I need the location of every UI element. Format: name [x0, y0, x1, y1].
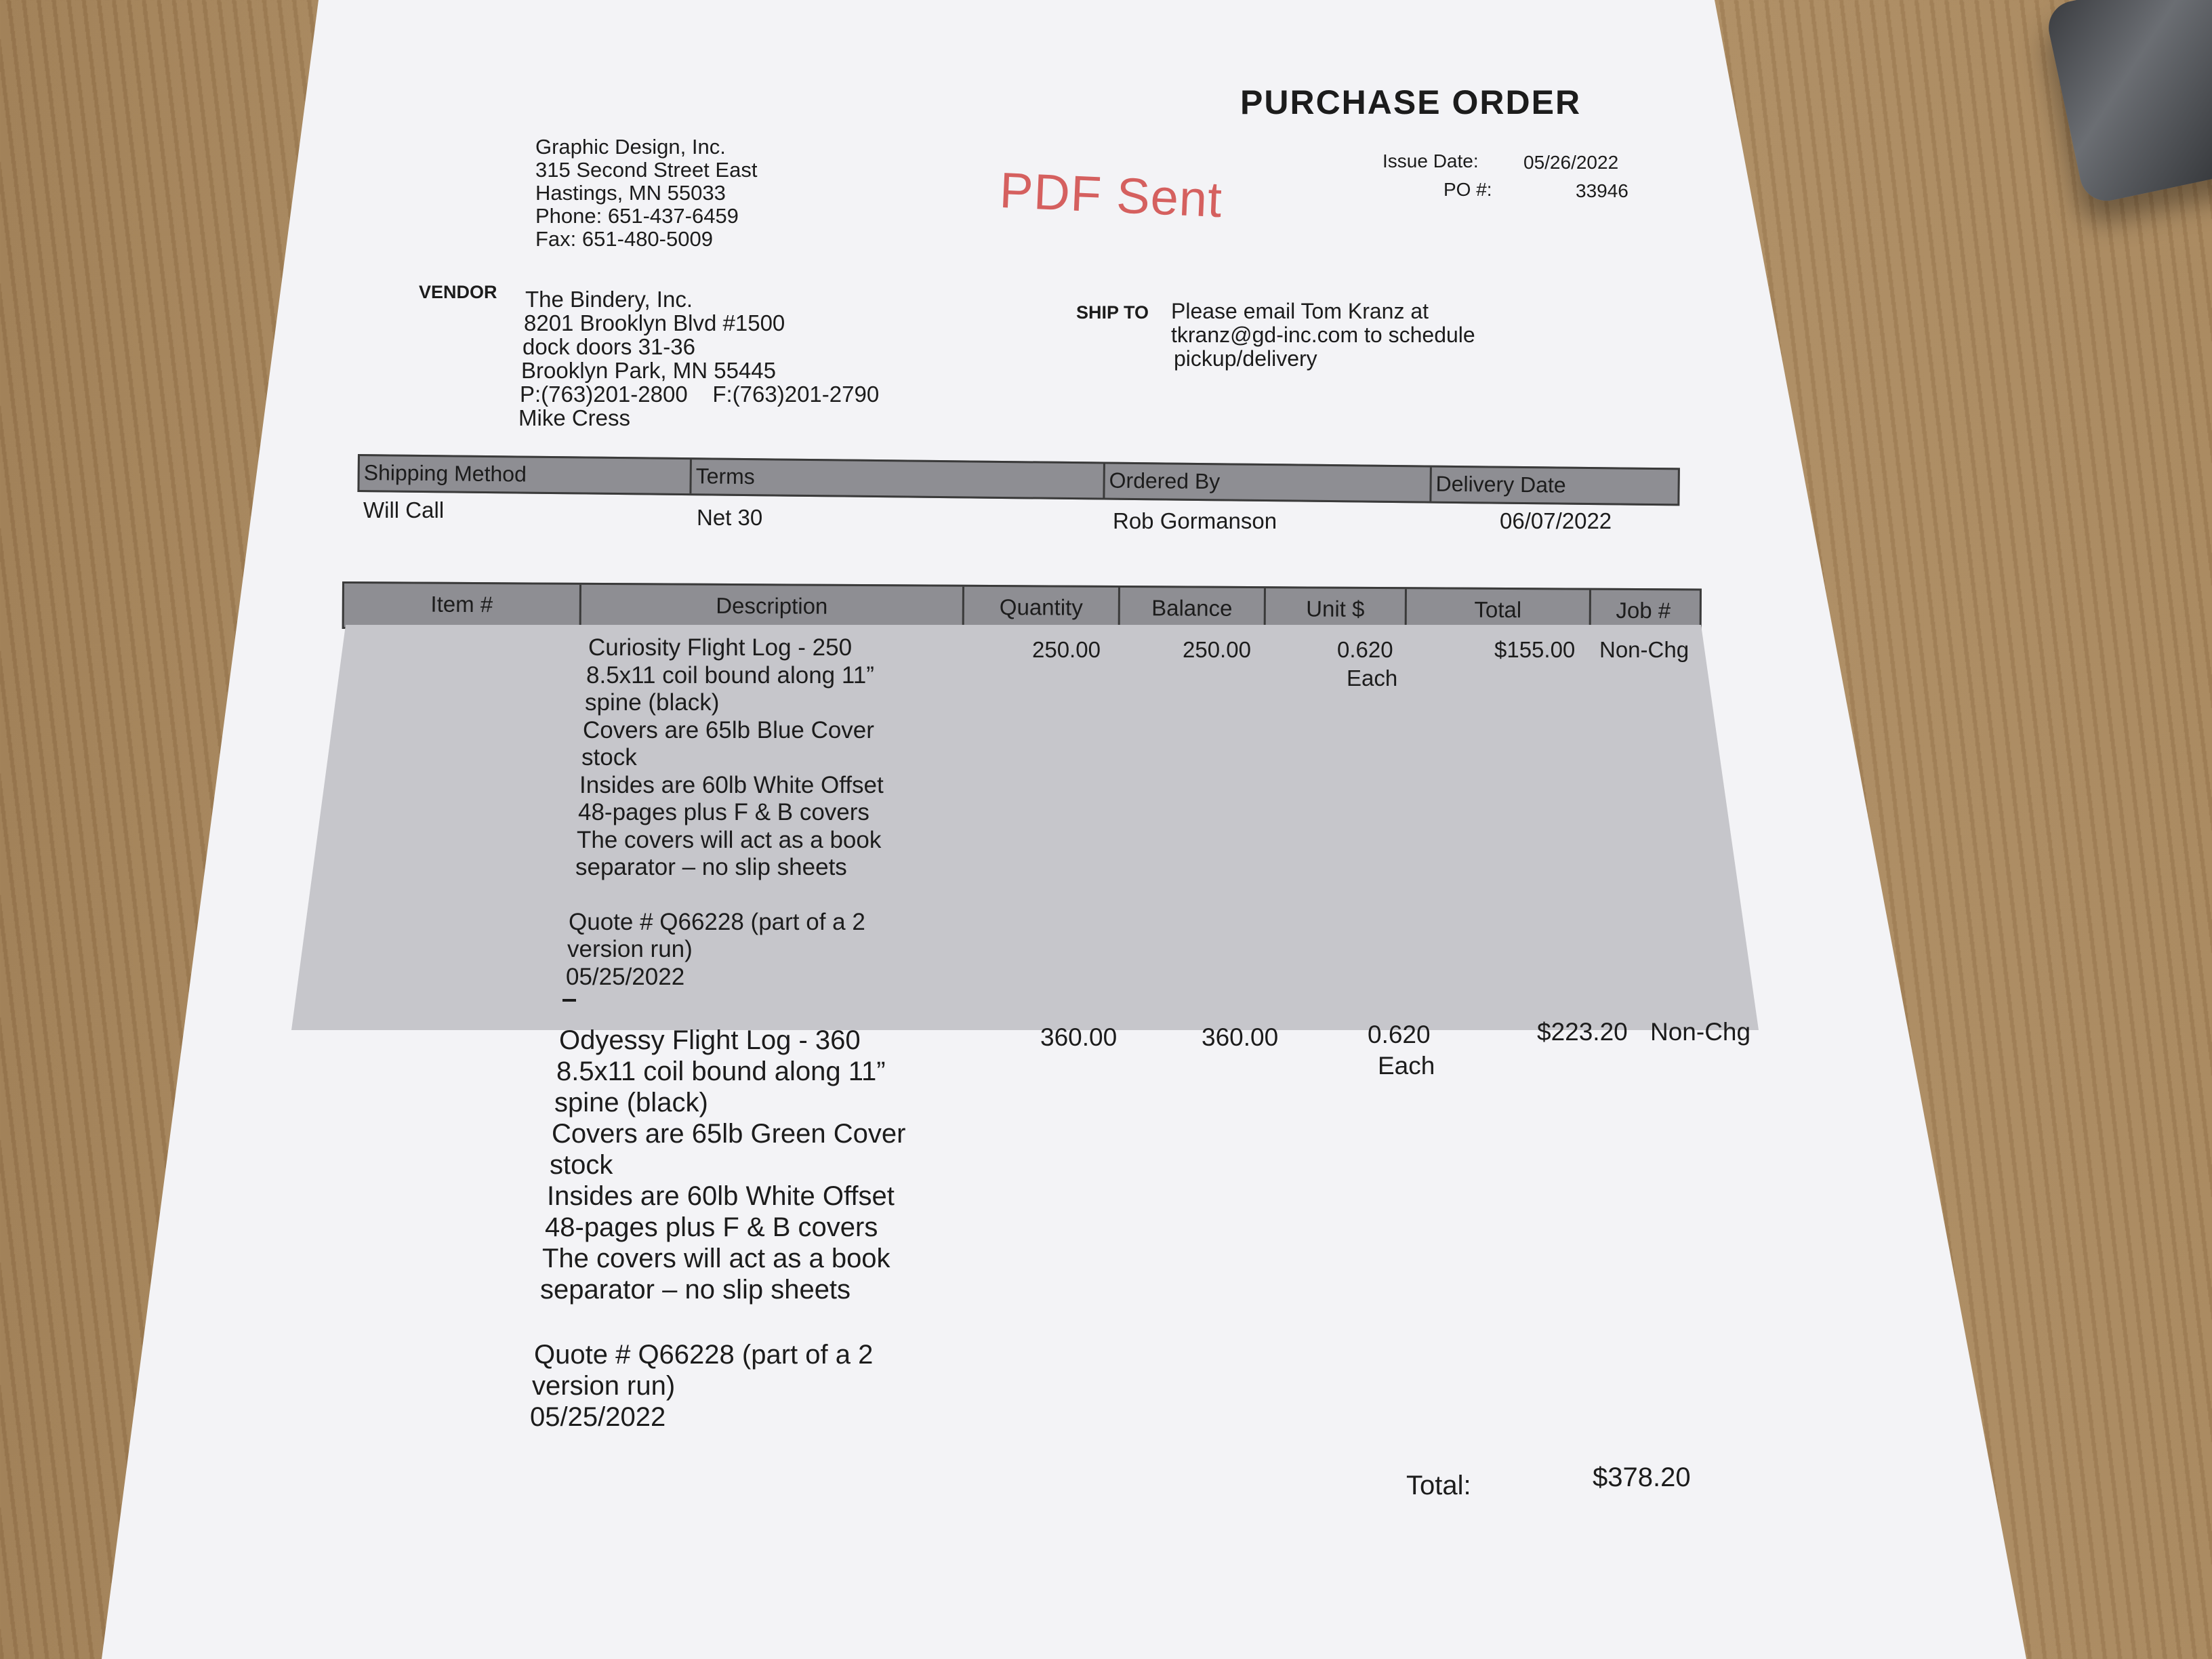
vendor-address [518, 287, 880, 430]
vendor-line: Mike Cress [518, 405, 631, 430]
description-line: 8.5x11 coil bound along 11” [586, 661, 874, 689]
col-unit-price: Unit $ [1266, 588, 1407, 632]
shipping-method-value: Will Call [363, 497, 445, 523]
company-line: Hastings, MN 55033 [535, 181, 726, 205]
vendor-line: 8201 Brooklyn Blvd #1500 [524, 310, 785, 335]
header-delivery-date: Delivery Date [1435, 471, 1566, 497]
company-line: Phone: 651-437-6459 [535, 204, 739, 228]
description-line: Quote # Q66228 (part of a 2 [569, 908, 865, 935]
po-number-value: 33946 [1576, 180, 1629, 201]
table-row-shading [291, 625, 1759, 1030]
item-description [566, 634, 884, 991]
description-line: Insides are 60lb White Offset [579, 771, 884, 798]
description-line: Covers are 65lb Blue Cover [583, 716, 874, 743]
col-description: Description [581, 585, 964, 630]
vendor-line: P:(763)201-2800 F:(763)201-2790 [520, 382, 880, 407]
description-line: Covers are 65lb Green Cover [552, 1119, 906, 1149]
col-balance: Balance [1120, 588, 1266, 632]
issue-date-label: Issue Date: [1382, 150, 1479, 171]
item-quantity: 360.00 [1040, 1023, 1118, 1051]
item-balance: 250.00 [1183, 637, 1251, 662]
delivery-date-value: 06/07/2022 [1500, 508, 1612, 533]
ship-to-line: pickup/delivery [1174, 346, 1317, 371]
description-line: separator – no slip sheets [540, 1275, 851, 1305]
row-divider-mark [562, 999, 576, 1002]
item-balance: 360.00 [1202, 1023, 1279, 1051]
description-line: stock [550, 1150, 613, 1180]
description-line: The covers will act as a book [577, 826, 882, 853]
vendor-label: VENDOR [419, 282, 497, 302]
description-line: Insides are 60lb White Offset [547, 1181, 895, 1211]
vendor-line: The Bindery, Inc. [525, 287, 693, 312]
description-spacer [573, 882, 884, 909]
description-line: Quote # Q66228 (part of a 2 [534, 1340, 874, 1370]
description-spacer [532, 1305, 905, 1339]
description-line: separator – no slip sheets [575, 854, 847, 880]
item-unit-price: 0.620 [1368, 1021, 1431, 1048]
header-shipping-method: Shipping Method [359, 456, 691, 493]
description-line: spine (black) [585, 689, 720, 716]
col-job-number: Job # [1616, 597, 1671, 623]
item-unit: Each [1347, 665, 1398, 691]
item-unit: Each [1378, 1052, 1435, 1080]
description-line: Curiosity Flight Log - 250 [588, 634, 853, 661]
description-line: 05/25/2022 [530, 1402, 666, 1432]
grand-total-label: Total: [1406, 1471, 1471, 1500]
description-line: 05/25/2022 [566, 963, 685, 990]
ordered-by-value: Rob Gormanson [1113, 508, 1277, 533]
pdf-sent-stamp: PDF Sent [998, 161, 1224, 228]
col-total: Total [1407, 589, 1591, 633]
po-number-label: PO #: [1443, 179, 1492, 200]
company-address [535, 136, 757, 251]
ship-to-line: Please email Tom Kranz at [1171, 299, 1429, 323]
item-description [532, 1025, 905, 1433]
company-line: Graphic Design, Inc. [535, 135, 726, 159]
ship-to-label: SHIP TO [1076, 302, 1149, 323]
description-line: stock [581, 744, 637, 771]
description-line: version run) [532, 1371, 676, 1401]
description-line: 48-pages plus F & B covers [545, 1212, 878, 1242]
grand-total-value: $378.20 [1593, 1462, 1691, 1492]
description-line: Odyessy Flight Log - 360 [559, 1025, 861, 1055]
ship-to-address [1171, 300, 1475, 371]
issue-date-value: 05/26/2022 [1523, 152, 1619, 173]
company-line: 315 Second Street East [535, 158, 758, 182]
description-line: version run) [567, 936, 693, 962]
header-ordered-by: Ordered By [1105, 464, 1431, 501]
company-line: Fax: 651-480-5009 [535, 227, 713, 251]
description-line: spine (black) [554, 1088, 708, 1118]
item-total: $223.20 [1537, 1018, 1628, 1046]
description-line: 8.5x11 coil bound along 11” [556, 1057, 886, 1086]
description-line: 48-pages plus F & B covers [578, 799, 869, 825]
order-info-header [357, 454, 1679, 506]
col-item-number: Item # [344, 583, 581, 628]
description-line: The covers will act as a book [542, 1244, 890, 1273]
col-quantity: Quantity [964, 587, 1120, 631]
item-unit-price: 0.620 [1337, 637, 1393, 662]
item-job-number: Non-Chg [1650, 1018, 1751, 1046]
item-total: $155.00 [1494, 637, 1576, 662]
header-terms: Terms [691, 459, 1105, 497]
ship-to-line: tkranz@gd-inc.com to schedule [1171, 323, 1475, 347]
terms-value: Net 30 [697, 505, 763, 530]
vendor-line: dock doors 31-36 [523, 334, 695, 359]
item-job-number: Non-Chg [1599, 637, 1689, 662]
vendor-line: Brooklyn Park, MN 55445 [521, 358, 777, 383]
item-quantity: 250.00 [1032, 637, 1101, 662]
document-title: PURCHASE ORDER [1240, 83, 1582, 121]
